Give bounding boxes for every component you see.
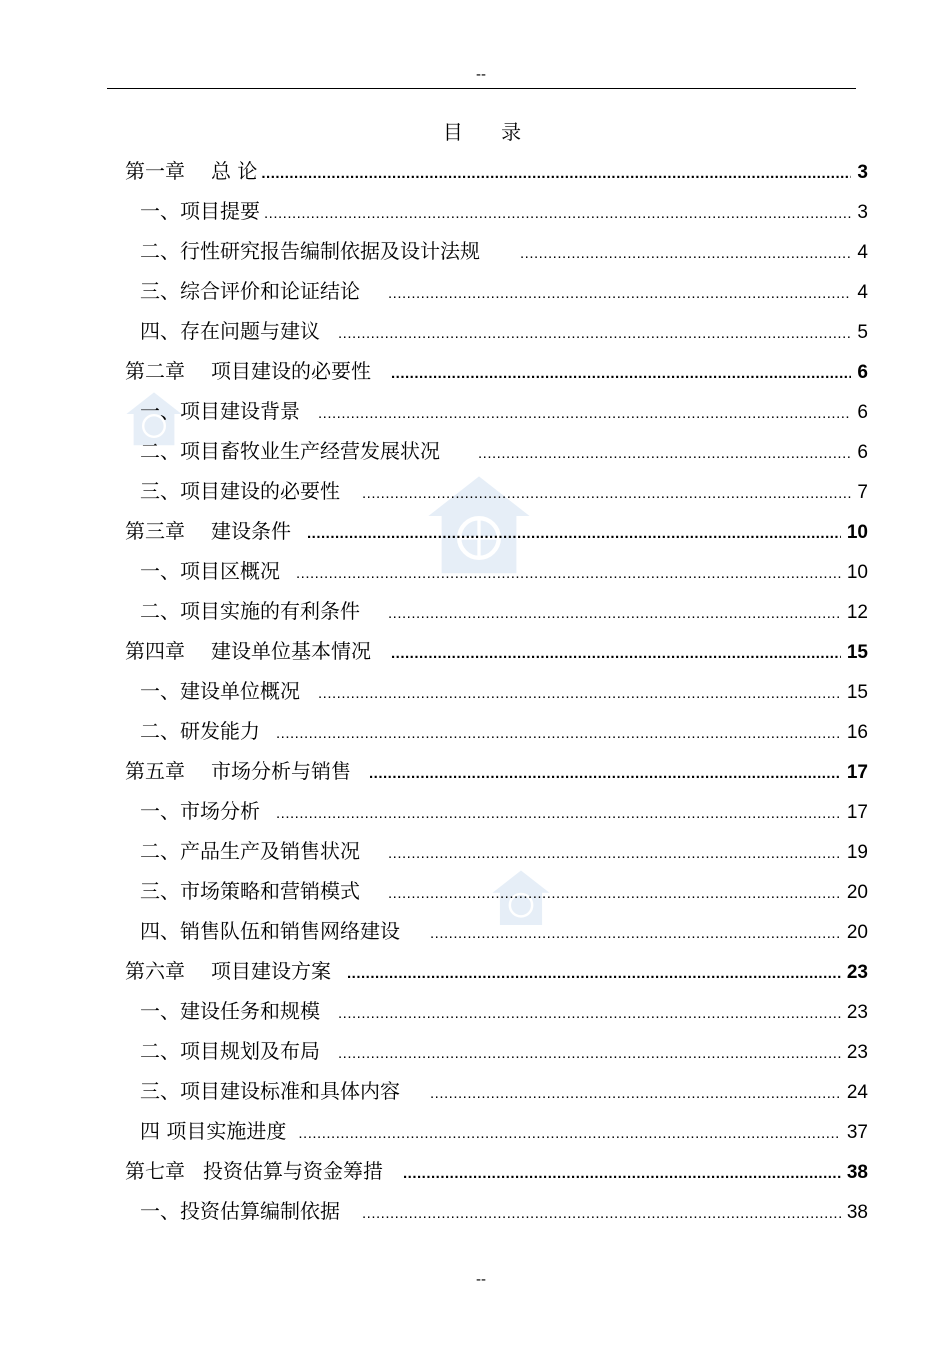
chapter-number: 第一章	[125, 159, 185, 183]
section-name: 一、项目区概况	[140, 559, 280, 583]
dot-leader	[318, 674, 841, 714]
section-name: 四、销售队伍和销售网络建设	[140, 919, 400, 943]
page-number: 38	[846, 1162, 868, 1183]
section-name: 三、项目建设标准和具体内容	[140, 1079, 400, 1103]
dot-leader	[276, 794, 841, 834]
page-number: 20	[846, 922, 868, 943]
toc-section[interactable]	[125, 1111, 868, 1151]
page-number: 5	[857, 322, 868, 343]
dot-leader	[264, 194, 851, 234]
section-name: 一、投资估算编制依据	[140, 1199, 340, 1223]
page-number: 15	[846, 682, 868, 703]
dot-leader	[347, 954, 841, 994]
dot-leader	[338, 314, 851, 354]
dot-leader	[276, 714, 841, 754]
chapter-number: 第七章	[125, 1159, 185, 1183]
page-number: 38	[846, 1202, 868, 1223]
dot-leader	[307, 514, 841, 554]
toc-section[interactable]	[125, 231, 868, 271]
chapter-name: 总 论	[211, 159, 258, 183]
section-name: 一、项目提要	[140, 199, 260, 223]
page-number: 4	[857, 282, 868, 303]
dot-leader	[478, 434, 851, 474]
section-name: 一、建设单位概况	[140, 679, 300, 703]
dot-leader	[298, 1114, 841, 1154]
page-number: 23	[846, 1002, 868, 1023]
toc-section[interactable]	[125, 471, 868, 511]
page-number: 3	[857, 162, 868, 183]
toc-chapter-5[interactable]	[125, 751, 868, 791]
dot-leader	[338, 994, 841, 1034]
page-number: 37	[846, 1122, 868, 1143]
dot-leader	[430, 914, 841, 954]
page-number: 17	[846, 762, 868, 783]
page-number: 23	[846, 1042, 868, 1063]
page-number: 10	[846, 562, 868, 583]
page-footer-mark: --	[476, 1271, 486, 1288]
toc-chapter-3[interactable]	[125, 511, 868, 551]
dot-leader	[520, 234, 851, 274]
chapter-number: 第四章	[125, 639, 185, 663]
section-name: 四 项目实施进度	[140, 1119, 287, 1143]
page-number: 3	[857, 202, 868, 223]
dot-leader	[391, 354, 851, 394]
toc-section[interactable]	[125, 991, 868, 1031]
toc-section[interactable]	[125, 311, 868, 351]
toc-title: 目 录	[442, 120, 538, 144]
section-name: 二、行性研究报告编制依据及设计法规	[140, 239, 480, 263]
toc-section[interactable]	[125, 911, 868, 951]
page-number: 17	[846, 802, 868, 823]
chapter-name: 投资估算与资金筹措	[203, 1159, 383, 1183]
toc-section[interactable]	[125, 671, 868, 711]
page-number: 24	[846, 1082, 868, 1103]
page-number: 7	[857, 482, 868, 503]
section-name: 二、研发能力	[140, 719, 260, 743]
chapter-name: 项目建设方案	[211, 959, 331, 983]
chapter-number: 第五章	[125, 759, 185, 783]
page-number: 10	[846, 522, 868, 543]
toc-section[interactable]	[125, 591, 868, 631]
dot-leader	[261, 154, 851, 194]
toc-chapter-2[interactable]	[125, 351, 868, 391]
dot-leader	[369, 754, 841, 794]
toc-chapter-7[interactable]	[125, 1151, 868, 1191]
chapter-number: 第六章	[125, 959, 185, 983]
page-header-mark: --	[476, 66, 486, 83]
dot-leader	[403, 1154, 841, 1194]
page-number: 19	[846, 842, 868, 863]
section-name: 三、市场策略和营销模式	[140, 879, 360, 903]
toc-section[interactable]	[125, 431, 868, 471]
header-rule	[107, 88, 856, 89]
chapter-name: 建设条件	[211, 519, 291, 543]
section-name: 一、项目建设背景	[140, 399, 300, 423]
toc-chapter-4[interactable]	[125, 631, 868, 671]
page-number: 23	[846, 962, 868, 983]
toc-section[interactable]	[125, 791, 868, 831]
page-number: 12	[846, 602, 868, 623]
section-name: 二、产品生产及销售状况	[140, 839, 360, 863]
dot-leader	[362, 474, 851, 514]
section-name: 四、存在问题与建议	[140, 319, 320, 343]
page-number: 4	[857, 242, 868, 263]
toc-section[interactable]	[125, 551, 868, 591]
toc-chapter-1[interactable]	[125, 151, 868, 191]
dot-leader	[430, 1074, 841, 1114]
dot-leader	[388, 874, 841, 914]
chapter-name: 项目建设的必要性	[211, 359, 371, 383]
toc-chapter-6[interactable]	[125, 951, 868, 991]
toc-section[interactable]	[125, 1191, 868, 1231]
chapter-number: 第三章	[125, 519, 185, 543]
page-number: 16	[846, 722, 868, 743]
dot-leader	[296, 554, 841, 594]
dot-leader	[318, 394, 851, 434]
section-name: 二、项目实施的有利条件	[140, 599, 360, 623]
section-name: 二、项目规划及布局	[140, 1039, 320, 1063]
table-of-contents	[125, 151, 868, 1231]
toc-section[interactable]	[125, 711, 868, 751]
dot-leader	[338, 1034, 841, 1074]
page-number: 6	[857, 402, 868, 423]
section-name: 一、市场分析	[140, 799, 260, 823]
chapter-name: 建设单位基本情况	[211, 639, 371, 663]
toc-section[interactable]	[125, 271, 868, 311]
dot-leader	[388, 594, 841, 634]
section-name: 二、项目畜牧业生产经营发展状况	[140, 439, 440, 463]
toc-section[interactable]	[125, 831, 868, 871]
chapter-number: 第二章	[125, 359, 185, 383]
section-name: 三、项目建设的必要性	[140, 479, 340, 503]
dot-leader	[362, 1194, 841, 1234]
section-name: 三、综合评价和论证结论	[140, 279, 360, 303]
toc-section[interactable]	[125, 871, 868, 911]
page-number: 6	[857, 362, 868, 383]
toc-section[interactable]	[125, 1031, 868, 1071]
dot-leader	[388, 834, 841, 874]
section-name: 一、建设任务和规模	[140, 999, 320, 1023]
page-number: 20	[846, 882, 868, 903]
toc-section[interactable]	[125, 1071, 868, 1111]
toc-section[interactable]	[125, 391, 868, 431]
dot-leader	[388, 274, 851, 314]
chapter-name: 市场分析与销售	[211, 759, 351, 783]
toc-section[interactable]	[125, 191, 868, 231]
page-number: 15	[846, 642, 868, 663]
page-number: 6	[857, 442, 868, 463]
dot-leader	[391, 634, 841, 674]
